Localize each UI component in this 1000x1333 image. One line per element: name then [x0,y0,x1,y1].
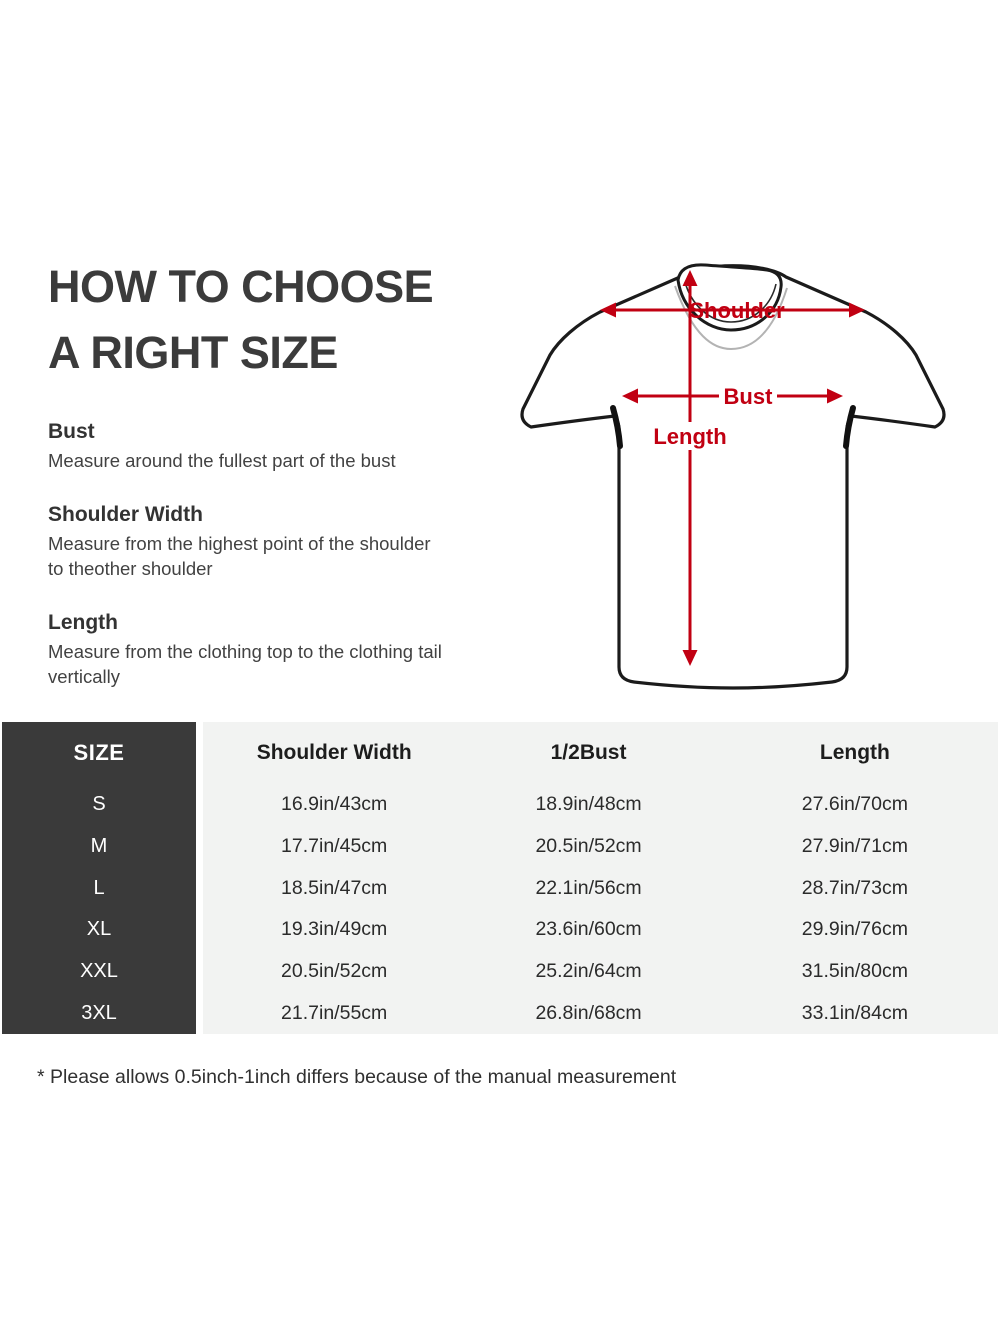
instruction-shoulder-title: Shoulder Width [48,503,203,526]
size-cell: M [90,835,108,857]
cell-shoulder: 17.7in/45cm [281,835,388,857]
size-cell: XXL [80,960,118,983]
size-cell: XL [86,918,112,941]
instruction-bust [48,420,493,473]
cell-bust: 18.9in/48cm [535,793,642,816]
footnote: * Please allows 0.5inch-1inch differs because of the manual measurement [37,1066,677,1088]
cell-length: 31.5in/80cm [801,960,908,983]
length-label: Length [653,424,727,449]
col-header-shoulder-width: Shoulder Width [256,741,412,764]
cell-bust: 26.8in/68cm [535,1001,642,1024]
table-row [203,992,998,1034]
size-header-cell: SIZE [73,740,125,765]
table-row [203,867,998,909]
instruction-bust-text: Measure around the fullest part of the bust [48,450,396,471]
table-row [203,826,998,868]
instruction-length [48,611,493,689]
intro-section [48,254,493,689]
cell-shoulder: 18.5in/47cm [281,876,388,899]
instruction-bust-title: Bust [48,420,95,443]
instruction-length-title: Length [48,611,118,634]
cell-length: 27.9in/71cm [801,835,908,857]
cell-bust: 25.2in/64cm [535,960,642,983]
size-cell: S [92,793,106,816]
size-table [2,722,998,1034]
table-row [203,784,998,826]
col-header-half-bust: 1/2Bust [550,741,627,764]
instruction-length-text: Measure from the clothing top to the clothing tail vertically [48,641,442,687]
cell-length: 29.9in/76cm [801,918,908,941]
instruction-shoulder-text: Measure from the highest point of the shoulder to theother shoulder [48,533,431,579]
size-cell: L [93,876,105,899]
cell-length: 33.1in/84cm [801,1001,908,1024]
shoulder-label: Shoulder [689,298,785,323]
page-title [48,254,493,386]
page-title-line2: A RIGHT SIZE [48,327,338,378]
cell-bust: 23.6in/60cm [535,918,642,941]
size-column [2,722,196,1034]
cell-length: 28.7in/73cm [801,876,908,899]
cell-shoulder: 19.3in/49cm [281,918,388,941]
table-row [203,909,998,951]
measurement-columns [203,722,998,1034]
table-header-row [203,722,998,784]
cell-bust: 22.1in/56cm [535,876,642,899]
page-title-line1: HOW TO CHOOSE [48,261,434,312]
size-cell: 3XL [81,1001,117,1024]
cell-shoulder: 20.5in/52cm [281,960,388,983]
table-row [203,951,998,993]
cell-bust: 20.5in/52cm [535,835,642,857]
cell-shoulder: 21.7in/55cm [281,1001,388,1024]
cell-length: 27.6in/70cm [801,793,908,816]
cell-shoulder: 16.9in/43cm [281,793,388,816]
bust-label: Bust [723,384,773,409]
tshirt-diagram [515,248,970,698]
col-header-length: Length [819,741,890,764]
instruction-shoulder-width [48,503,493,581]
